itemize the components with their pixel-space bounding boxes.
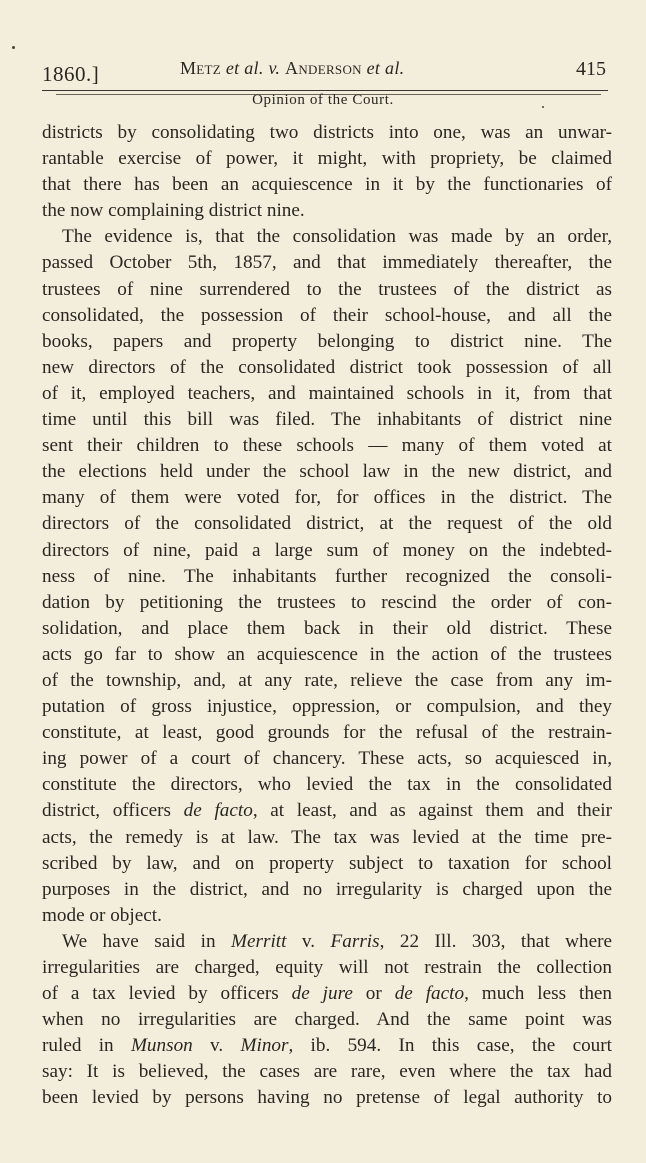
opinion-text bbox=[42, 120, 612, 1112]
text-line: that there has been an acquiescence in it by the functionaries of bbox=[42, 174, 612, 196]
page-speck bbox=[12, 46, 15, 49]
text-line: constitute, at least, good grounds for the refusal of the restrain- bbox=[42, 722, 612, 744]
text-line: irregularities are charged, equity will not restrain the collection bbox=[42, 957, 612, 978]
text-line: district, officers de facto, at least, and as against them and their bbox=[42, 800, 612, 822]
text-line: consolidated, the possession of their school-house, and all the bbox=[42, 304, 612, 326]
page-number: 415 bbox=[576, 58, 606, 80]
text-line: passed October 5th, 1857, and that immediately thereafter, the bbox=[42, 252, 612, 274]
text-line: putation of gross injustice, oppression, or compulsion, and they bbox=[42, 696, 612, 718]
text-line: when no irregularities are charged. And the same point was bbox=[42, 1009, 612, 1031]
section-subheading: Opinion of the Court. bbox=[252, 92, 394, 108]
header-year: 1860.] bbox=[42, 62, 100, 86]
text-line: of a tax levied by officers de jure or de facto, much less then bbox=[42, 983, 613, 1005]
text-line: directors of nine, paid a large sum of money on the indebted- bbox=[42, 539, 612, 561]
text-line: rantable exercise of power, it might, with propriety, be claimed bbox=[42, 148, 612, 170]
header-rule bbox=[42, 90, 608, 91]
text-line: constitute the directors, who levied the tax in the consolidated bbox=[42, 774, 612, 796]
text-line: trustees of nine surrendered to the trustees of the district as bbox=[42, 278, 612, 300]
text-line: books, papers and property belonging to district nine. The bbox=[42, 330, 612, 352]
text-line: districts by consolidating two districts into one, was an unwar- bbox=[42, 122, 612, 143]
text-line: acts, the remedy is at law. The tax was levied at the time pre- bbox=[42, 826, 612, 848]
header-case-title: Metz et al. v. Anderson et al. bbox=[180, 58, 405, 78]
text-line: the elections held under the school law in the new district, and bbox=[42, 461, 612, 483]
text-line: sent their children to these schools — many of them voted at bbox=[42, 435, 612, 457]
text-line: acts go far to show an acquiescence in the action of the trustees bbox=[42, 643, 612, 665]
text-line: scribed by law, and on property subject to taxation for school bbox=[42, 852, 612, 874]
text-line: many of them were voted for, for offices in the district. The bbox=[42, 487, 612, 509]
text-line: directors of the consolidated district, at the request of the old bbox=[42, 513, 612, 535]
text-line: the now complaining district nine. bbox=[42, 200, 305, 222]
text-line: purposes in the district, and no irregularity is charged upon the bbox=[42, 878, 612, 900]
text-line: ruled in Munson v. Minor, ib. 594. In this case, the court bbox=[42, 1035, 612, 1057]
running-header bbox=[42, 58, 608, 84]
text-line: The evidence is, that the consolidation was made by an order, bbox=[62, 226, 612, 248]
text-line: We have said in Merritt v. Farris, 22 Ill. 303, that where bbox=[62, 930, 612, 952]
text-line: of the township, and, at any rate, relieve the case from any im- bbox=[42, 669, 612, 691]
text-line: say: It is believed, the cases are rare, even where the tax had bbox=[42, 1061, 612, 1083]
text-line: time until this bill was filed. The inhabitants of district nine bbox=[42, 409, 612, 431]
text-line: mode or object. bbox=[42, 904, 162, 926]
text-line: solidation, and place them back in their old district. These bbox=[42, 617, 612, 639]
text-line: ness of nine. The inhabitants further recognized the consoli- bbox=[42, 565, 612, 587]
text-line: of it, employed teachers, and maintained schools in it, from that bbox=[42, 382, 612, 404]
text-line: been levied by persons having no pretense of legal authority to bbox=[42, 1087, 612, 1109]
text-line: ing power of a court of chancery. These acts, so acquiesced in, bbox=[42, 748, 612, 770]
text-line: new directors of the consolidated district took possession of all bbox=[42, 356, 612, 378]
page-speck bbox=[542, 106, 544, 108]
text-line: dation by petitioning the trustees to rescind the order of con- bbox=[42, 591, 612, 613]
